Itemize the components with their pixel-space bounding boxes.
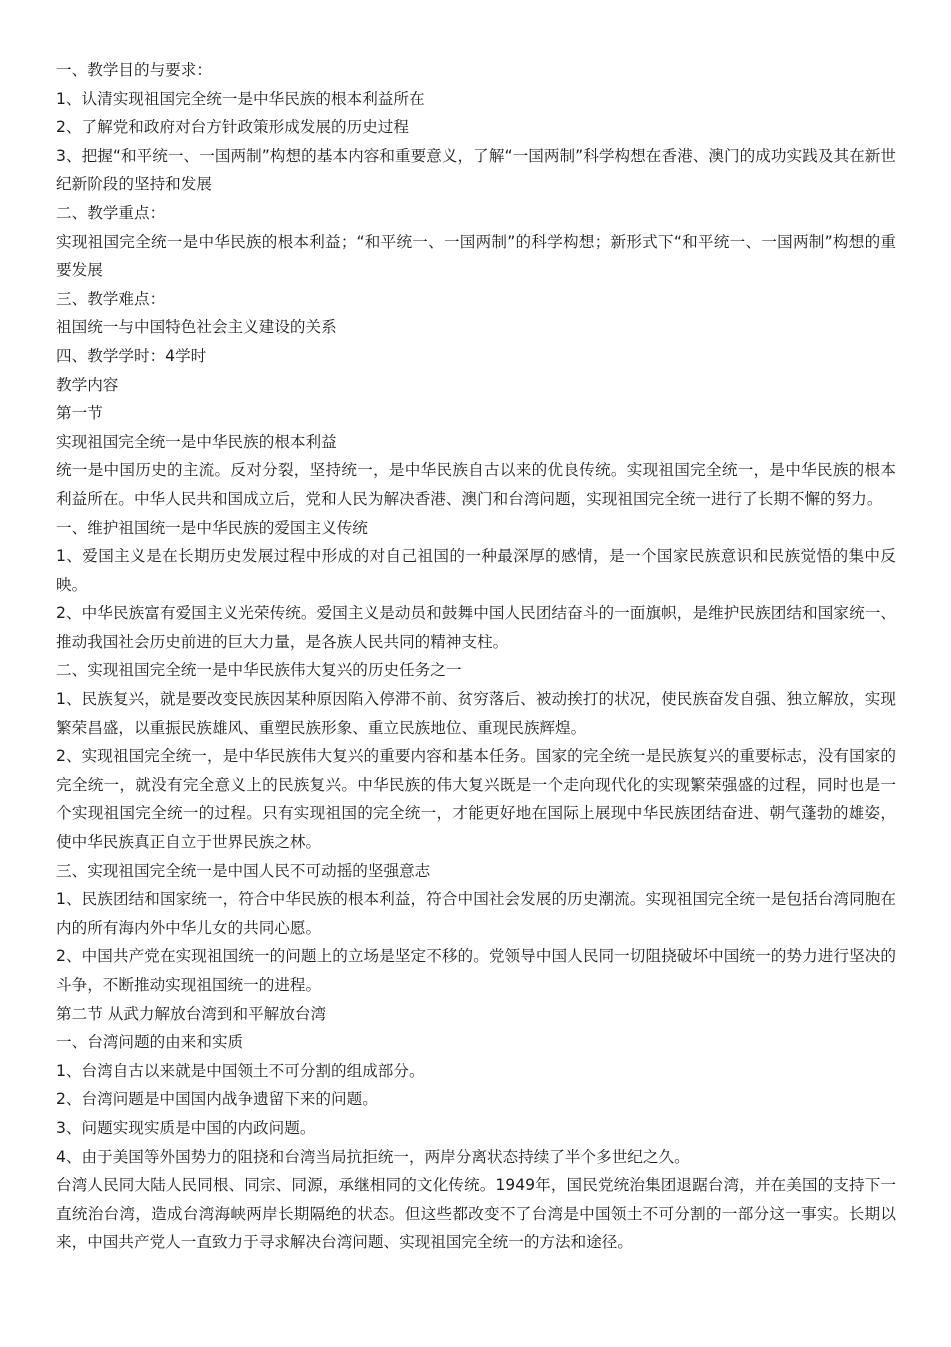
- section-one-heading: 第一节: [56, 404, 103, 423]
- body-paragraph: 2、实现祖国完全统一，是中华民族伟大复兴的重要内容和基本任务。国家的完全统一是民族复兴的重要标志，没有国家的完全统一，就没有完全意义上的民族复兴。中华民族的伟大复兴既是一个走向现代化的实现繁荣强盛的过程，同时也是一个实现祖国完全统一的过程。只有实现祖国的完全统一，才能更好地在国际上展现中华民族团结奋进、朝气蓬勃的雄姿，使中华民族真正自立于世界民族之林。: [56, 747, 896, 852]
- subheading: 一、维护祖国统一是中华民族的爱国主义传统: [56, 518, 368, 537]
- body-paragraph: 2、中国共产党在实现祖国统一的问题上的立场是坚定不移的。党领导中国人民同一切阻挠破坏中国统一的势力进行坚决的斗争，不断推动实现祖国统一的进程。: [56, 947, 896, 994]
- body-paragraph: 2、中华民族富有爱国主义光荣传统。爱国主义是动员和鼓舞中国人民团结奋斗的一面旗帜，是维护民族团结和国家统一、推动我国社会历史前进的巨大力量，是各族人民共同的精神支柱。: [56, 604, 896, 651]
- section-one-title: 实现祖国完全统一是中华民族的根本利益: [56, 432, 337, 451]
- document-page: [56, 56, 896, 1257]
- list-item: 3、问题实现实质是中国的内政问题。: [56, 1118, 316, 1137]
- subheading: 一、台湾问题的由来和实质: [56, 1033, 244, 1052]
- list-item: 1、台湾自古以来就是中国领土不可分割的组成部分。: [56, 1061, 425, 1080]
- subheading: 三、实现祖国完全统一是中国人民不可动摇的坚强意志: [56, 861, 431, 880]
- section-heading-hours: 四、教学学时：4学时: [56, 346, 207, 365]
- section-two-heading: 第二节 从武力解放台湾到和平解放台湾: [56, 1004, 327, 1023]
- subheading: 二、实现祖国完全统一是中华民族伟大复兴的历史任务之一: [56, 661, 462, 680]
- list-item: 4、由于美国等外国势力的阻挠和台湾当局抗拒统一，两岸分离状态持续了半个多世纪之久。: [56, 1147, 690, 1166]
- section-heading-difficulties: 三、教学难点：: [56, 289, 166, 308]
- teaching-content-heading: 教学内容: [56, 375, 119, 394]
- key-points-text: 实现祖国完全统一是中华民族的根本利益；“和平统一、一国两制”的科学构想；新形式下“和平统一、一国两制”构想的重要发展: [56, 232, 896, 280]
- body-paragraph: 1、爱国主义是在长期历史发展过程中形成的对自己祖国的一种最深厚的感情，是一个国家民族意识和民族觉悟的集中反映。: [56, 547, 896, 594]
- body-paragraph: 台湾人民同大陆人民同根、同宗、同源，承继相同的文化传统。1949年，国民党统治集团退踞台湾，并在美国的支持下一直统治台湾，造成台湾海峡两岸长期隔绝的状态。但这些都改变不了台湾是中国领土不可分割的一部分这一事实。长期以来，中国共产党人一直致力于寻求解决台湾问题、实现祖国完全统一的方法和途径。: [56, 1176, 896, 1252]
- body-paragraph: 统一是中国历史的主流。反对分裂，坚持统一，是中华民族自古以来的优良传统。实现祖国完全统一，是中华民族的根本利益所在。中华人民共和国成立后，党和人民为解决香港、澳门和台湾问题，实现祖国完全统一进行了长期不懈的努力。: [56, 461, 896, 508]
- objective-item: 3、把握“和平统一、一国两制”构想的基本内容和重要意义，了解“一国两制”科学构想在香港、澳门的成功实践及其在新世纪新阶段的坚持和发展: [56, 146, 896, 194]
- difficulties-text: 祖国统一与中国特色社会主义建设的关系: [56, 318, 337, 337]
- section-heading-key-points: 二、教学重点：: [56, 203, 166, 222]
- body-paragraph: 1、民族团结和国家统一，符合中华民族的根本利益，符合中国社会发展的历史潮流。实现祖国完全统一是包括台湾同胞在内的所有海内外中华儿女的共同心愿。: [56, 890, 896, 937]
- list-item: 2、台湾问题是中国国内战争遗留下来的问题。: [56, 1090, 378, 1109]
- body-paragraph: 1、民族复兴，就是要改变民族因某种原因陷入停滞不前、贫穷落后、被动挨打的状况，使民族奋发自强、独立解放，实现繁荣昌盛，以重振民族雄风、重塑民族形象、重立民族地位、重现民族辉煌。: [56, 690, 896, 737]
- objective-item: 1、认清实现祖国完全统一是中华民族的根本利益所在: [56, 89, 425, 108]
- objective-item: 2、了解党和政府对台方针政策形成发展的历史过程: [56, 118, 409, 137]
- section-heading-objectives: 一、教学目的与要求：: [56, 61, 212, 79]
